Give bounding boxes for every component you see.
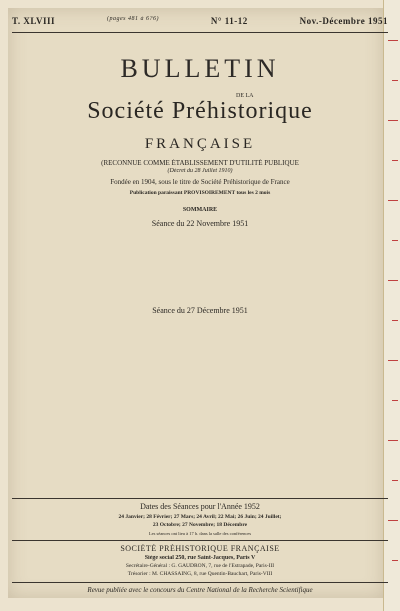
dates-line-2: 23 Octobre; 27 Novembre; 18 Décembre — [152, 522, 248, 528]
divider — [12, 540, 388, 541]
dates-title: Dates des Séances pour l'Année 1952 — [140, 502, 260, 511]
issue-number: N° 11-12 — [210, 16, 248, 26]
fondee-line: Fondée en 1904, sous le titre de Société Préhistorique de France — [110, 178, 290, 186]
title-francaise: FRANÇAISE — [144, 136, 256, 152]
divider — [12, 582, 388, 583]
tome: T. XLVIII — [12, 16, 56, 26]
seance-2-heading: Séance du 27 Décembre 1951 — [152, 306, 248, 315]
sommaire-heading: SOMMAIRE — [182, 207, 218, 213]
dates-note: Les séances ont lieu à 17 h. dans la salle des conférences — [148, 531, 252, 536]
title-de-la: DE LA — [236, 93, 254, 99]
title-societe: Société Préhistorique — [87, 98, 313, 124]
title-bulletin: BULLETIN — [120, 54, 280, 83]
pages-note: (pages 481 à 6?6) — [106, 16, 159, 22]
footer-line: Revue publiée avec le concours du Centre National de la Recherche Scientifique — [87, 586, 313, 594]
dates-line-1: 24 Janvier; 28 Février; 27 Mars; 24 Avril; 22 Mai; 26 Juin; 24 Juillet; — [118, 514, 282, 520]
address-title: SOCIÉTÉ PRÉHISTORIQUE FRANÇAISE — [120, 544, 280, 553]
tresorier-line: Trésorier : M. CHASSAING, 8, rue Quentin-Bauchart, Paris-VIII — [127, 571, 273, 577]
secretaire-line: Secrétaire-Général : G. GAUDRON, 7, rue de l'Estrapade, Paris-III — [125, 563, 275, 569]
siege-line: Siège social 250, rue Saint-Jacques, Paris V — [144, 555, 256, 561]
divider — [12, 498, 388, 499]
issue-header — [0, 16, 400, 26]
publication-line: Publication paraissant PROVISOIREMENT tous les 2 mois — [129, 190, 271, 196]
divider — [12, 32, 388, 33]
issue-date: Nov.-Décembre 1951 — [299, 16, 388, 26]
seance-1-heading: Séance du 22 Novembre 1951 — [151, 219, 249, 228]
decret-line: (Décret du 28 Juillet 1910) — [167, 168, 233, 174]
reconnue-line: (RECONNUE COMME ÉTABLISSEMENT D'UTILITÉ PUBLIQUE — [101, 159, 299, 167]
